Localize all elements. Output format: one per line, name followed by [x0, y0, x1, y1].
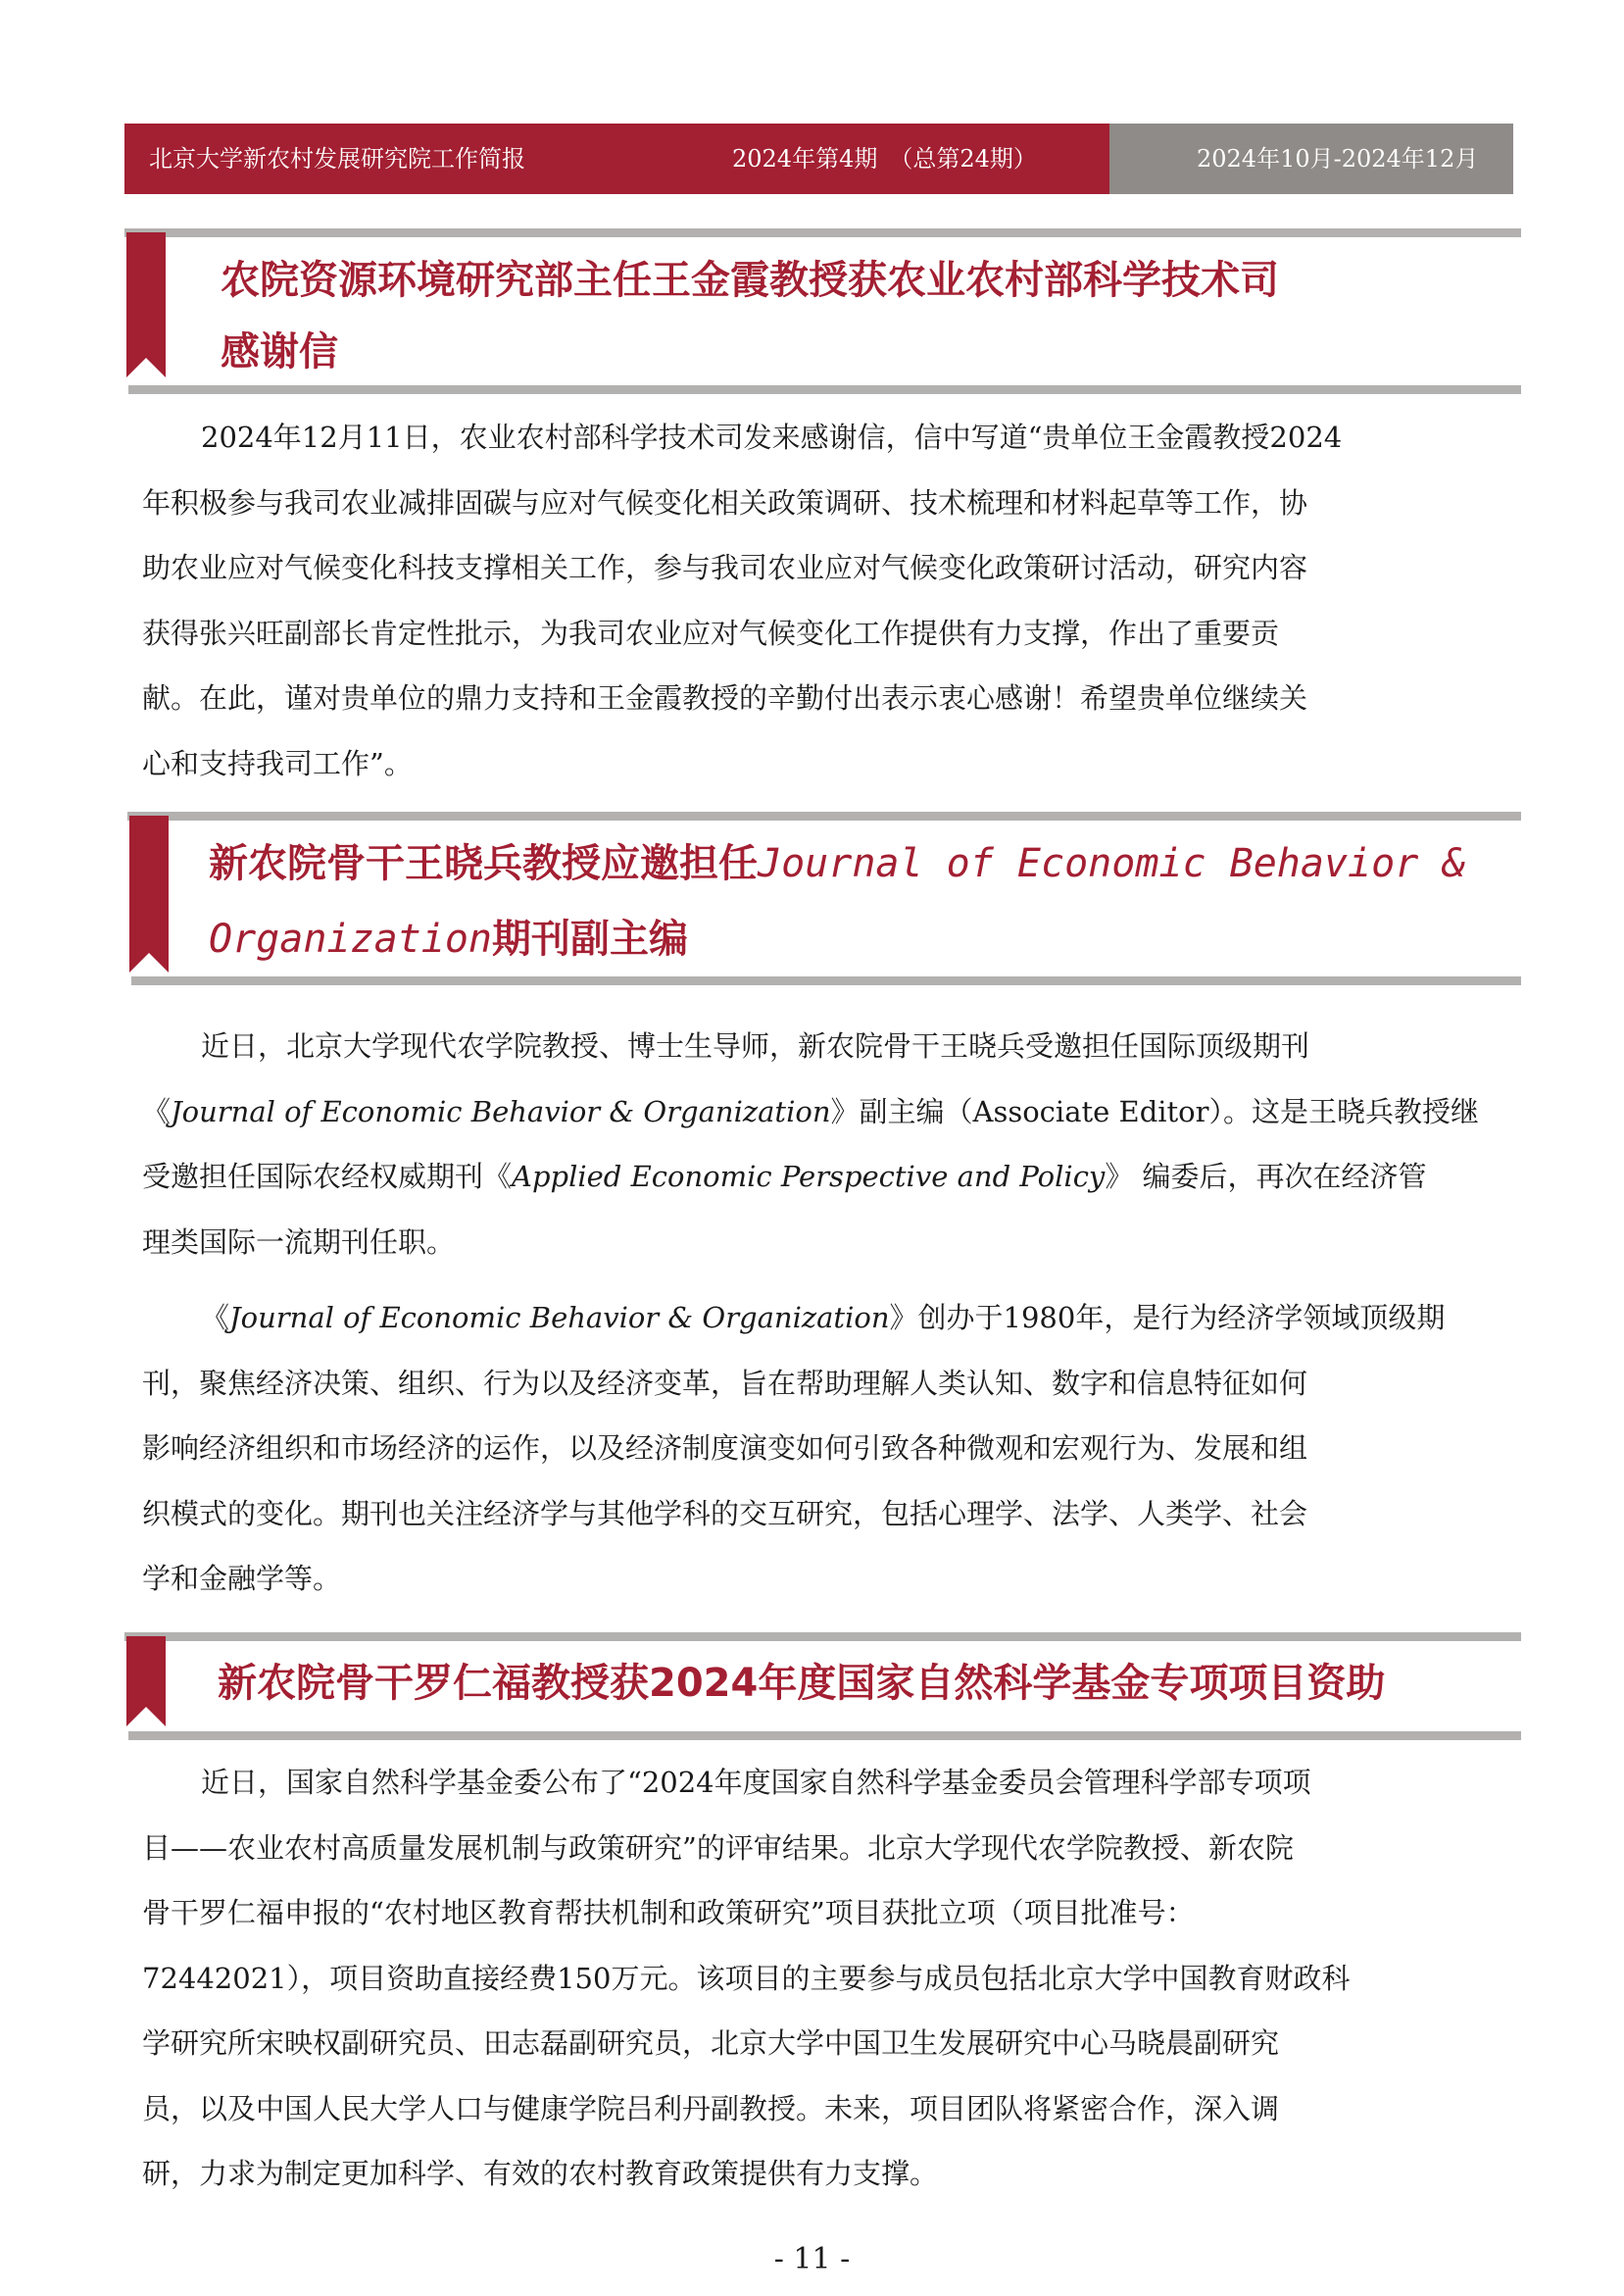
section-2-paragraph-2 — [142, 1285, 1495, 1612]
heading-ribbon-notch — [126, 358, 166, 377]
page-number: - 11 - — [773, 2242, 851, 2276]
header-date-range: 2024年10月-2024年12月 — [1197, 145, 1479, 173]
paragraph-line — [142, 1285, 1495, 1351]
paragraph-line: 织模式的变化。期刊也关注经济学与其他学科的交互研究，包括心理学、法学、人类学、社会 — [142, 1496, 1308, 1530]
text-run: 受邀担任国际农经权威期刊《 — [142, 1160, 513, 1193]
paragraph-line: 学和金融学等。 — [142, 1562, 342, 1595]
paragraph-line: 近日，国家自然科学基金委公布了“2024年度国家自然科学基金委员会管理科学部专项项 — [201, 1766, 1311, 1799]
paragraph-line: 2024年12月11日，农业农村部科学技术司发来感谢信，信中写道“贵单位王金霞教授2024 — [201, 421, 1343, 454]
paragraph-line: 员，以及中国人民大学人口与健康学院吕利丹副教授。未来，项目团队将紧密合作，深入调 — [142, 2091, 1280, 2125]
paragraph-line — [142, 1144, 1495, 1210]
heading-ribbon-notch — [129, 953, 169, 973]
heading-rule-top — [124, 228, 1521, 237]
paragraph-line: 刊，聚焦经济决策、组织、行为以及经济变革，旨在帮助理解人类认知、数字和信息特征如何 — [142, 1366, 1308, 1400]
text-run: 》 编委后，再次在经济管 — [1105, 1160, 1427, 1193]
section-2-paragraph-1 — [142, 1014, 1495, 1274]
journal-name-italic: Journal of Economic Behavior & — [758, 841, 1466, 886]
text-run: 》创办于1980年，是行为经济学领域顶级期 — [889, 1301, 1446, 1334]
bracket: 《 — [142, 1094, 172, 1128]
journal-title: Applied Economic Perspective and Policy — [512, 1160, 1106, 1193]
header-publication-title: 北京大学新农村发展研究院工作简报 — [149, 145, 525, 173]
paragraph-line: 骨干罗仁福申报的“农村地区教育帮扶机制和政策研究”项目获批立项（项目批准号： — [142, 1896, 1195, 1929]
journal-name-italic: Organization — [209, 917, 492, 962]
section-1-paragraph — [142, 405, 1495, 796]
section-3-paragraph — [142, 1750, 1495, 2207]
bracket: 《 — [201, 1301, 230, 1334]
paragraph-line: 心和支持我司工作”。 — [142, 746, 413, 780]
section-heading-2 — [127, 812, 1521, 988]
section-title-line — [209, 902, 688, 976]
page-header — [124, 124, 1513, 194]
paragraph-line — [142, 1079, 1495, 1145]
heading-ribbon-notch — [126, 1707, 166, 1726]
paragraph-line: 近日，北京大学现代农学院教授、博士生导师，新农院骨干王晓兵受邀担任国际顶级期刊 — [201, 1029, 1310, 1063]
heading-rule-top — [124, 1632, 1521, 1641]
journal-title: Journal of Economic Behavior & Organization — [229, 1301, 890, 1334]
journal-title: Journal of Economic Behavior & Organization — [171, 1094, 831, 1128]
heading-ribbon — [126, 232, 166, 377]
paragraph-line: 理类国际一流期刊任职。 — [142, 1224, 456, 1259]
section-title-line: 新农院骨干罗仁福教授获2024年度国家自然科学基金专项项目资助 — [218, 1661, 1386, 1706]
paragraph-line: 献。在此，谨对贵单位的鼎力支持和王金霞教授的辛勤付出表示衷心感谢！希望贵单位继续关 — [142, 681, 1308, 715]
paragraph-line: 影响经济组织和市场经济的运作，以及经济制度演变如何引致各种微观和宏观行为、发展和组 — [142, 1431, 1308, 1465]
paragraph-line: 目——农业农村高质量发展机制与政策研究”的评审结果。北京大学现代农学院教授、新农院 — [142, 1830, 1294, 1865]
section-title-line — [209, 826, 1465, 901]
heading-rule-bottom — [131, 976, 1521, 985]
section-title-line: 感谢信 — [221, 329, 338, 374]
paragraph-line: 学研究所宋映权副研究员、田志磊副研究员，北京大学中国卫生发展研究中心马晓晨副研究 — [142, 2026, 1280, 2060]
title-chinese-part: 新农院骨干王晓兵教授应邀担任 — [209, 841, 758, 886]
heading-rule-bottom — [128, 1731, 1521, 1740]
paragraph-line: 年积极参与我司农业减排固碳与应对气候变化相关政策调研、技术梳理和材料起草等工作，协 — [142, 485, 1308, 520]
heading-rule-top — [127, 812, 1521, 821]
paragraph-line: 助农业应对气候变化科技支撑相关工作，参与我司农业应对气候变化政策研讨活动，研究内容 — [142, 551, 1308, 584]
paragraph-line: 72442021），项目资助直接经费150万元。该项目的主要参与成员包括北京大学中国教育财政科 — [142, 1961, 1351, 1995]
title-chinese-part: 期刊副主编 — [491, 917, 688, 962]
section-heading-3 — [124, 1632, 1521, 1740]
section-heading-1 — [124, 228, 1521, 395]
paragraph-line: 获得张兴旺副部长肯定性批示，为我司农业应对气候变化工作提供有力支撑，作出了重要贡 — [142, 616, 1280, 650]
text-run: 》副主编（Associate Editor）。这是王晓兵教授继 — [830, 1094, 1480, 1128]
paragraph-line: 研，力求为制定更加科学、有效的农村教育政策提供有力支撑。 — [142, 2157, 939, 2190]
header-issue-number: 2024年第4期 （总第24期） — [732, 145, 1037, 173]
section-title-line: 农院资源环境研究部主任王金霞教授获农业农村部科学技术司 — [221, 258, 1279, 303]
heading-ribbon — [129, 816, 169, 973]
